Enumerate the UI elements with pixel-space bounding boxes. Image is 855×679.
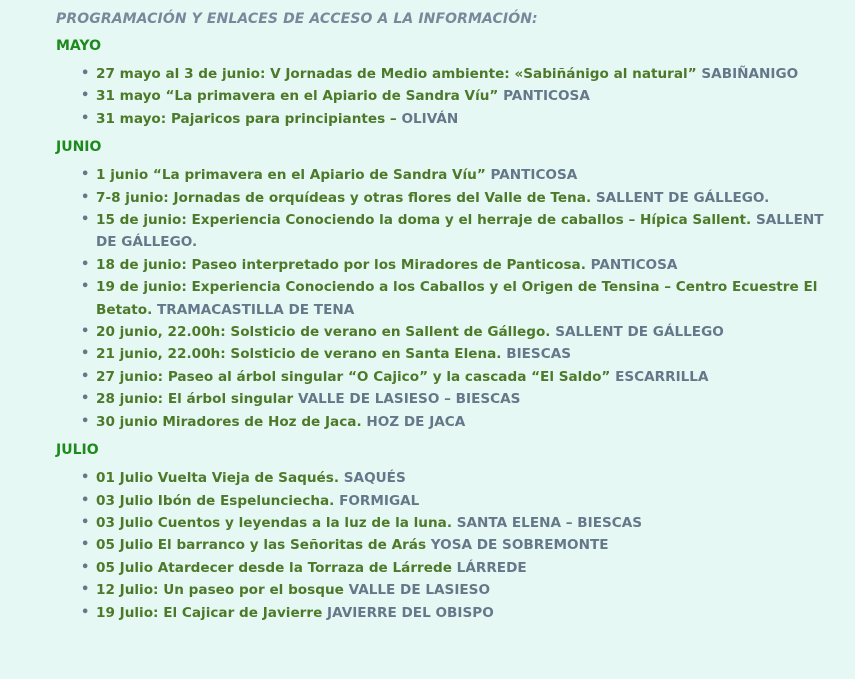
event-location: SALLENT DE GÁLLEGO <box>555 324 724 341</box>
event-item[interactable] <box>78 534 855 556</box>
event-link[interactable]: 19 de junio: Experiencia Conociendo a los Caballos y el Origen de Tensina – Centro Ecuestre El Betato. <box>96 279 818 318</box>
month-heading-julio: JULIO <box>56 442 99 459</box>
bullet-icon: • <box>81 413 90 429</box>
event-location: FORMIGAL <box>339 492 420 509</box>
bullet-icon: • <box>81 582 90 598</box>
event-item[interactable] <box>78 366 855 388</box>
month-sections <box>56 38 855 624</box>
bullet-icon: • <box>81 279 90 295</box>
bullet-icon: • <box>81 167 90 183</box>
event-link[interactable]: 15 de junio: Experiencia Conociendo la doma y el herraje de caballos – Hípica Sallent. <box>96 212 752 229</box>
bullet-icon: • <box>81 66 90 81</box>
event-link[interactable]: 03 Julio Ibón de Espelunciecha. <box>96 492 335 509</box>
bullet-icon: • <box>81 324 90 340</box>
event-location: SALLENT DE GÁLLEGO. <box>96 212 824 251</box>
event-location: TRAMACASTILLA DE TENA <box>157 301 355 318</box>
month-heading-mayo: MAYO <box>56 38 101 54</box>
event-location: OLIVÁN <box>401 110 459 127</box>
event-location: JAVIERRE DEL OBISPO <box>327 604 494 621</box>
bullet-icon: • <box>81 514 90 530</box>
bullet-icon: • <box>81 492 90 508</box>
event-item[interactable] <box>78 63 855 85</box>
event-link[interactable]: 01 Julio Vuelta Vieja de Saqués. <box>96 470 340 487</box>
bullet-icon: • <box>81 256 90 272</box>
bullet-icon: • <box>81 391 90 407</box>
event-link[interactable]: 05 Julio El barranco y las Señoritas de Arás <box>96 537 427 554</box>
event-item[interactable] <box>78 209 855 254</box>
event-item[interactable] <box>78 388 855 410</box>
event-link[interactable]: 28 junio: El árbol singular <box>96 391 294 408</box>
event-link[interactable]: 12 Julio: Un paseo por el bosque <box>96 582 344 599</box>
bullet-icon: • <box>81 212 90 228</box>
bullet-icon: • <box>81 110 90 126</box>
event-link[interactable]: 30 junio Miradores de Hoz de Jaca. <box>96 413 362 430</box>
event-location: PANTICOSA <box>503 88 590 105</box>
event-item[interactable] <box>78 276 855 321</box>
bullet-icon: • <box>81 88 90 104</box>
event-link[interactable]: 19 Julio: El Cajicar de Javierre <box>96 604 323 621</box>
event-list <box>56 164 855 433</box>
event-item[interactable] <box>78 467 855 489</box>
event-item[interactable] <box>78 579 855 601</box>
event-location: SABIÑANIGO <box>701 66 799 82</box>
event-link[interactable]: 31 mayo “La primavera en el Apiario de Sandra Víu” <box>96 88 499 105</box>
event-link[interactable]: 21 junio, 22.00h: Solsticio de verano en Santa Elena. <box>96 346 502 363</box>
bullet-icon: • <box>81 470 90 486</box>
bullet-icon: • <box>81 346 90 362</box>
event-item[interactable] <box>78 411 855 433</box>
event-link[interactable]: 05 Julio Atardecer desde la Torraza de Lárrede <box>96 559 452 576</box>
event-location: LÁRREDE <box>456 559 527 576</box>
bullet-icon: • <box>81 537 90 553</box>
bullet-icon: • <box>81 368 90 384</box>
event-list <box>56 467 855 624</box>
event-link[interactable]: 03 Julio Cuentos y leyendas a la luz de la luna. <box>96 514 452 531</box>
event-item[interactable] <box>78 321 855 343</box>
event-location: HOZ DE JACA <box>366 413 466 430</box>
event-item[interactable] <box>78 602 855 624</box>
page-title: PROGRAMACIÓN Y ENLACES DE ACCESO A LA INFORMACIÓN: <box>56 11 538 27</box>
event-link[interactable]: 1 junio “La primavera en el Apiario de Sandra Víu” <box>96 167 486 184</box>
month-heading-junio: JUNIO <box>56 139 102 156</box>
event-link[interactable]: 20 junio, 22.00h: Solsticio de verano en Sallent de Gállego. <box>96 324 551 341</box>
event-link[interactable]: 27 mayo al 3 de junio: V Jornadas de Medio ambiente: «Sabiñánigo al natural” <box>96 66 697 82</box>
event-location: VALLE DE LASIESO <box>348 582 491 599</box>
event-item[interactable] <box>78 343 855 365</box>
event-location: BIESCAS <box>506 346 572 363</box>
event-location: SANTA ELENA – BIESCAS <box>456 514 643 531</box>
event-item[interactable] <box>78 108 855 130</box>
event-location: PANTICOSA <box>590 256 678 273</box>
event-link[interactable]: 27 junio: Paseo al árbol singular “O Cajico” y la cascada “El Saldo” <box>96 368 611 385</box>
event-item[interactable] <box>78 164 855 186</box>
event-item[interactable] <box>78 254 855 276</box>
event-item[interactable] <box>78 512 855 534</box>
event-link[interactable]: 31 mayo: Pajaricos para principiantes – <box>96 110 397 127</box>
bullet-icon: • <box>81 604 90 620</box>
bullet-icon: • <box>81 189 90 205</box>
event-location: PANTICOSA <box>490 167 578 184</box>
event-item[interactable] <box>78 490 855 512</box>
event-location: YOSA DE SOBREMONTE <box>430 537 609 554</box>
event-location: SALLENT DE GÁLLEGO. <box>595 189 770 206</box>
event-link[interactable]: 7-8 junio: Jornadas de orquídeas y otras flores del Valle de Tena. <box>96 189 592 206</box>
event-location: VALLE DE LASIESO – BIESCAS <box>297 391 521 408</box>
bullet-icon: • <box>81 559 90 575</box>
event-link[interactable]: 18 de junio: Paseo interpretado por los Miradores de Panticosa. <box>96 256 586 273</box>
event-item[interactable] <box>78 85 855 107</box>
event-location: ESCARRILLA <box>615 368 709 385</box>
event-location: SAQUÉS <box>343 470 406 487</box>
event-item[interactable] <box>78 187 855 209</box>
event-list <box>56 63 855 130</box>
event-item[interactable] <box>78 557 855 579</box>
